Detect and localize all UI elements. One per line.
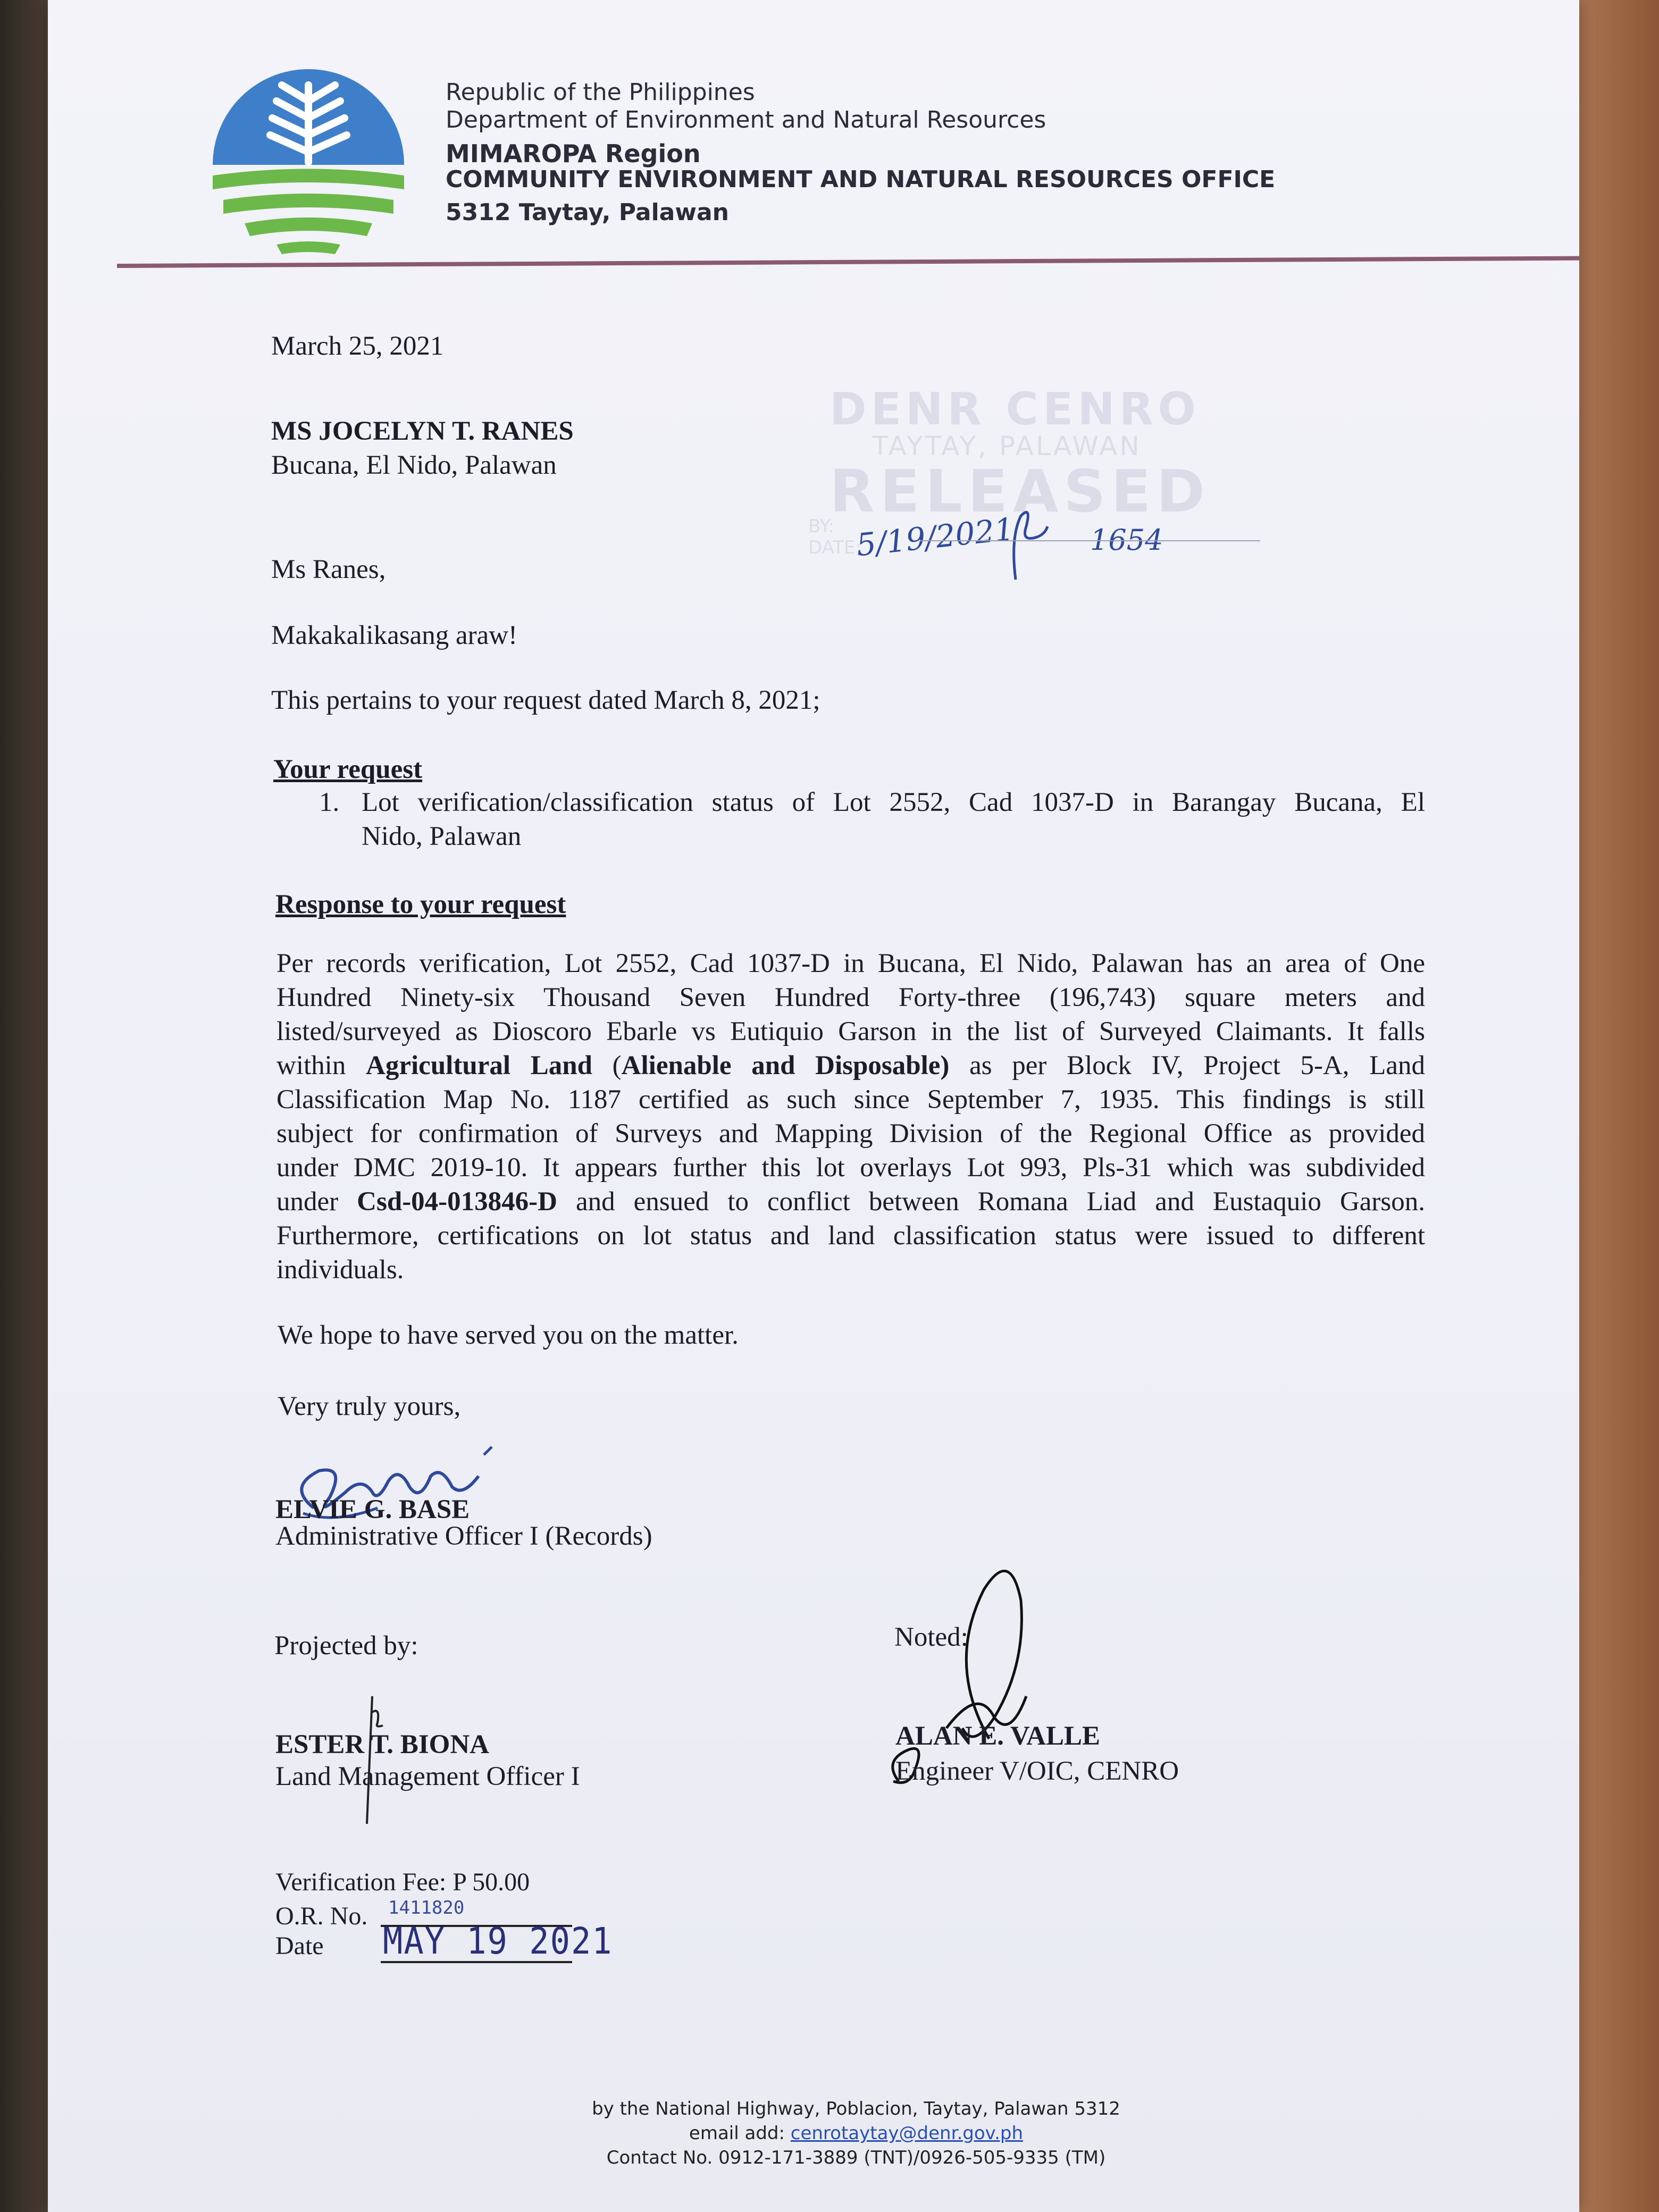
signer2-title: Land Management Officer I xyxy=(275,1762,580,1791)
or-number-label: O.R. No. xyxy=(275,1902,368,1930)
footer-contact: Contact No. 0912-171-3889 (TNT)/0926-505-9335 (TM) xyxy=(606,2147,1106,2168)
response-line: Classification Map No. 1187 certified as such since September 7, 1935. This findings is still xyxy=(276,1085,1425,1115)
verification-fee: Verification Fee: P 50.00 xyxy=(275,1868,530,1896)
signer1-title: Administrative Officer I (Records) xyxy=(275,1521,652,1551)
footer-address: by the National Highway, Poblacion, Taytay, Palawan 5312 xyxy=(592,2098,1120,2119)
letterhead-location: 5312 Taytay, Palawan xyxy=(446,199,730,226)
letter-paper xyxy=(48,0,1579,2212)
response-line: under DMC 2019-10. It appears further this lot overlays Lot 993, Pls-31 which was subdivided xyxy=(276,1153,1425,1183)
response-line: Furthermore, certifications on lot status and land classification status were issued to different xyxy=(276,1221,1425,1251)
footer-email-link[interactable]: cenrotaytay@denr.gov.ph xyxy=(790,2123,1024,2144)
stamp-line3: RELEASED xyxy=(830,457,1210,525)
request-heading: Your request xyxy=(273,755,423,784)
request-line-1: Lot verification/classification status of Lot 2552, Cad 1037-D in Barangay Bucana, El xyxy=(362,787,1425,817)
stamp-handwritten-number: 1654 xyxy=(1090,523,1163,557)
letterhead-region: MIMAROPA Region xyxy=(446,139,701,168)
response-paragraph xyxy=(276,946,1425,1287)
stamp-line2: TAYTAY, PALAWAN xyxy=(872,431,1142,462)
footer-email-label: email add: xyxy=(689,2123,791,2144)
noted-label: Noted: xyxy=(894,1622,968,1652)
fee-date-label: Date xyxy=(275,1932,324,1960)
signer3-name: ALAN E. VALLE xyxy=(895,1721,1100,1751)
letterhead-divider xyxy=(117,256,1579,268)
response-line: listed/surveyed as Dioscoro Ebarle vs Eutiquio Garson in the list of Surveyed Claimants. It falls xyxy=(276,1017,1425,1046)
response-line: subject for confirmation of Surveys and Mapping Division of the Regional Office as provided xyxy=(276,1119,1425,1149)
greeting: Makakalikasang araw! xyxy=(271,621,518,650)
recipient-address: Bucana, El Nido, Palawan xyxy=(271,450,557,480)
letterhead-office: COMMUNITY ENVIRONMENT AND NATURAL RESOURCES OFFICE xyxy=(446,166,1276,193)
signer3-title: Engineer V/OIC, CENRO xyxy=(895,1756,1179,1786)
stamp-line xyxy=(920,540,1260,541)
letterhead-department: Department of Environment and Natural Resources xyxy=(446,106,1046,133)
closing-hope: We hope to have served you on the matter. xyxy=(278,1320,739,1350)
letter-date: March 25, 2021 xyxy=(271,331,444,361)
intro-line: This pertains to your request dated March 8, 2021; xyxy=(271,685,820,715)
stamp-date-label: DATE: xyxy=(808,537,861,558)
stamp-line1: DENR CENRO xyxy=(830,383,1200,435)
response-line: Hundred Ninety-six Thousand Seven Hundred Forty-three (196,743) square meters and xyxy=(276,983,1425,1012)
fee-date-stamp: MAY 19 2021 xyxy=(383,1920,613,1963)
signer1-name: ELVIE G. BASE xyxy=(275,1495,470,1524)
response-line: within Agricultural Land (Alienable and Disposable) as per Block IV, Project 5-A, Land xyxy=(276,1051,1426,1080)
stamp-handwritten-date: 5/19/2021 xyxy=(854,510,1016,564)
request-number: 1. xyxy=(319,787,340,817)
projected-by-label: Projected by: xyxy=(274,1631,418,1661)
footer-email-line xyxy=(590,2123,1122,2144)
valediction: Very truly yours, xyxy=(278,1392,461,1421)
response-line: Per records verification, Lot 2552, Cad 1037-D in Bucana, El Nido, Palawan has an area of One xyxy=(276,949,1425,978)
response-heading: Response to your request xyxy=(275,890,566,919)
signer2-name: ESTER T. BIONA xyxy=(275,1730,489,1759)
salutation: Ms Ranes, xyxy=(271,555,386,584)
response-line: under Csd-04-013846-D and ensued to conflict between Romana Liad and Eustaquio Garson. xyxy=(276,1187,1425,1217)
stamp-initials-signature xyxy=(994,505,1058,585)
signer2-signature xyxy=(356,1691,388,1829)
letterhead-republic: Republic of the Philippines xyxy=(446,79,755,106)
recipient-name: MS JOCELYN T. RANES xyxy=(271,416,574,446)
or-number-value: 1411820 xyxy=(388,1897,465,1918)
stamp-by-label: BY: xyxy=(808,516,835,537)
denr-logo-icon xyxy=(207,69,409,255)
response-line: individuals. xyxy=(276,1255,404,1285)
request-line-2: Nido, Palawan xyxy=(362,822,522,851)
fee-date-line xyxy=(381,1961,572,1963)
